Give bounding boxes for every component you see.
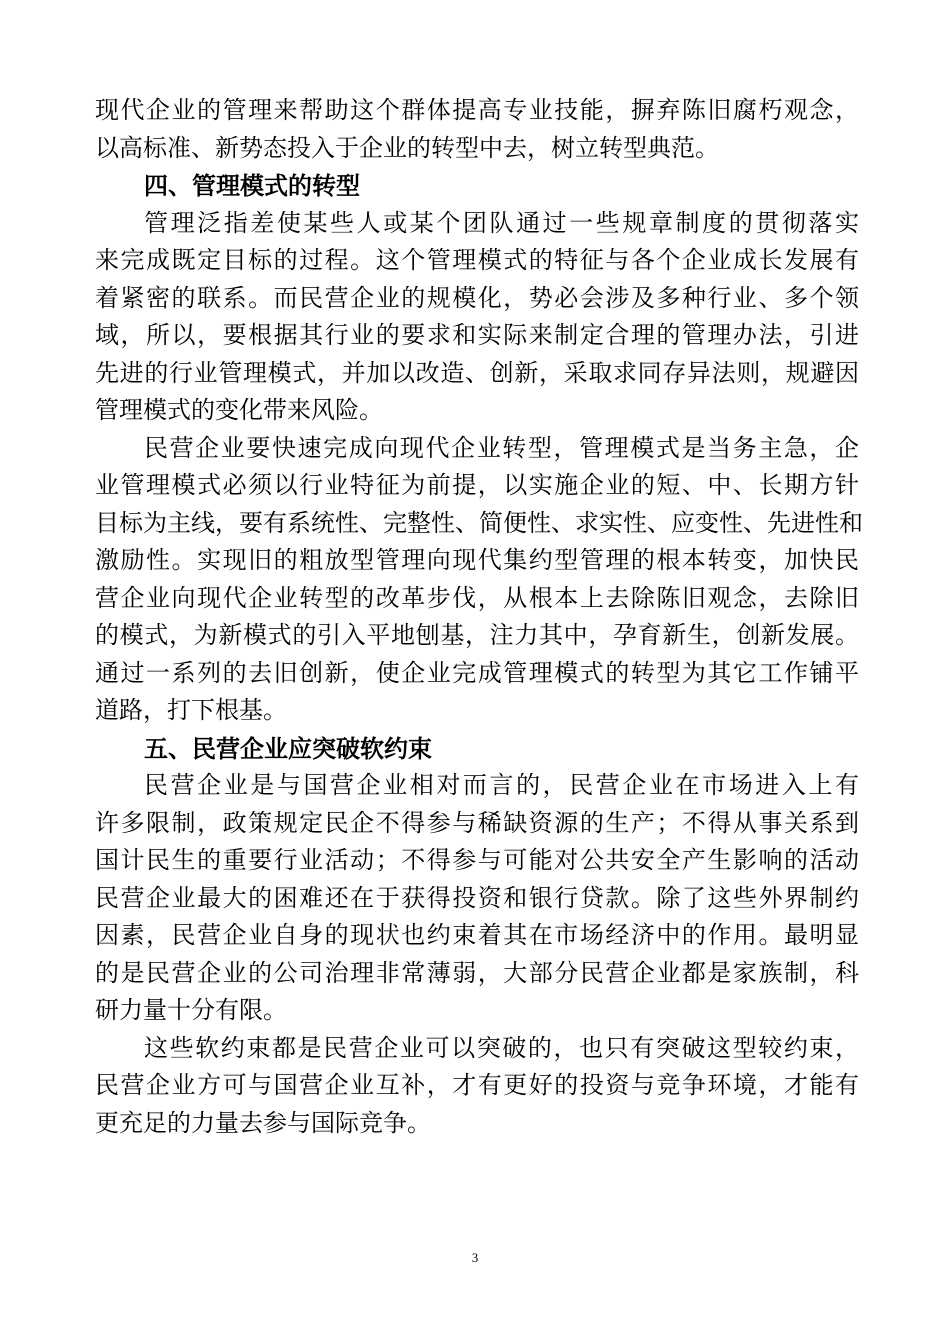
text-line: 营企业向现代企业转型的改革步伐，从根本上去除陈旧观念，去除旧 xyxy=(95,583,859,612)
text-line: 的是民营企业的公司治理非常薄弱，大部分民营企业都是家族制，科 xyxy=(95,958,859,987)
paragraph xyxy=(95,92,859,167)
text-line: 因素，民营企业自身的现状也约束着其在市场经济中的作用。最明显 xyxy=(95,921,859,949)
text-line: 现代企业的管理来帮助这个群体提高专业技能，摒弃陈旧腐朽观念， xyxy=(95,96,859,124)
text-line: 更充足的力量去参与国际竞争。 xyxy=(95,1108,431,1137)
section-heading: 四、管理模式的转型 xyxy=(144,171,360,200)
text-line: 先进的行业管理模式，并加以改造、创新，采取求同存异法则，规避因 xyxy=(95,358,859,387)
paragraph xyxy=(95,205,859,430)
paragraph xyxy=(95,430,863,730)
section-heading: 五、民营企业应突破软约束 xyxy=(144,733,432,763)
text-line: 民营企业是与国营企业相对而言的，民营企业在市场进入上有 xyxy=(144,771,859,799)
text-line: 民营企业最大的困难还在于获得投资和银行贷款。除了这些外界制约 xyxy=(95,883,859,912)
text-line: 民营企业方可与国营企业互补，才有更好的投资与竞争环境，才能有 xyxy=(95,1071,859,1099)
text-line: 民营企业要快速完成向现代企业转型，管理模式是当务主急，企 xyxy=(144,433,859,462)
text-line: 研力量十分有限。 xyxy=(95,996,287,1024)
text-line: 道路，打下根基。 xyxy=(95,696,287,724)
paragraph xyxy=(95,767,859,1030)
text-line: 着紧密的联系。而民营企业的规模化，势必会涉及多种行业、多个领 xyxy=(95,283,859,312)
text-line: 管理泛指差使某些人或某个团队通过一些规章制度的贯彻落实 xyxy=(144,208,859,237)
text-line: 以高标准、新势态投入于企业的转型中去，树立转型典范。 xyxy=(95,133,719,162)
text-line: 许多限制，政策规定民企不得参与稀缺资源的生产；不得从事关系到 xyxy=(95,808,859,837)
paragraph xyxy=(95,1030,859,1143)
text-line: 的模式，为新模式的引入平地刨基，注力其中，孕育新生，创新发展。 xyxy=(95,621,859,649)
text-line: 域，所以，要根据其行业的要求和实际来制定合理的管理办法，引进 xyxy=(95,321,859,349)
page-number: 3 xyxy=(471,1250,479,1265)
document-body xyxy=(95,92,863,1142)
text-line: 业管理模式必须以行业特征为前提，以实施企业的短、中、长期方针 xyxy=(95,471,859,499)
text-line: 来完成既定目标的过程。这个管理模式的特征与各个企业成长发展有 xyxy=(95,246,859,274)
text-line: 这些软约束都是民营企业可以突破的，也只有突破这型较约束， xyxy=(144,1033,859,1062)
text-line: 激励性。实现旧的粗放型管理向现代集约型管理的根本转变，加快民 xyxy=(95,546,859,574)
text-line: 国计民生的重要行业活动；不得参与可能对公共安全产生影响的活动 xyxy=(95,846,859,874)
text-line: 管理模式的变化带来风险。 xyxy=(95,396,383,424)
text-line: 目标为主线，要有系统性、完整性、简便性、求实性、应变性、先进性和 xyxy=(95,508,863,537)
text-line: 通过一系列的去旧创新，使企业完成管理模式的转型为其它工作铺平 xyxy=(95,658,859,687)
